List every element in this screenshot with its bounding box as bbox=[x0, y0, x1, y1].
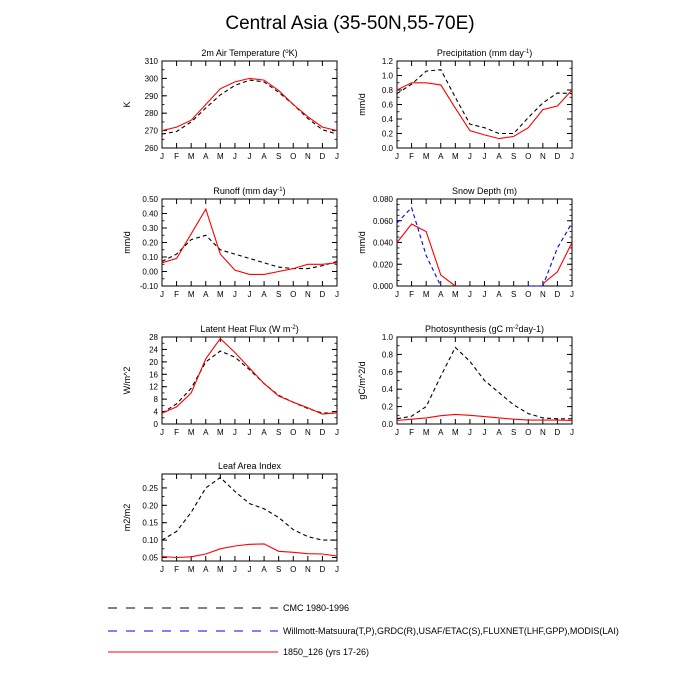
x-tick-label: J bbox=[160, 428, 164, 437]
y-tick-label: 28 bbox=[149, 333, 158, 342]
y-tick-label: 0.20 bbox=[142, 501, 158, 511]
legend bbox=[108, 603, 619, 657]
y-tick-label: 16 bbox=[149, 370, 158, 380]
x-tick-label: J bbox=[395, 290, 399, 299]
y-tick-label: 0.080 bbox=[372, 195, 393, 204]
y-tick-label: 0.25 bbox=[142, 483, 158, 493]
x-tick-label: A bbox=[203, 290, 209, 299]
x-tick-label: O bbox=[525, 428, 532, 437]
x-tick-label: A bbox=[203, 565, 209, 574]
panel-6 bbox=[357, 324, 574, 437]
plot-frame bbox=[162, 474, 337, 561]
panel-title: Leaf Area Index bbox=[217, 461, 282, 471]
x-tick-label: S bbox=[510, 152, 517, 161]
x-tick-label: N bbox=[539, 152, 546, 161]
x-tick-label: N bbox=[539, 290, 546, 299]
y-tick-label: 1.0 bbox=[381, 333, 393, 342]
y-tick-label: 0.8 bbox=[381, 350, 393, 360]
x-tick-label: A bbox=[203, 428, 209, 437]
y-tick-label: 260 bbox=[144, 144, 158, 153]
x-tick-label: J bbox=[335, 152, 339, 161]
panel-title: Latent Heat Flux (W $m^{-2}$) bbox=[200, 324, 299, 334]
y-axis-label: mm/d bbox=[357, 231, 367, 254]
x-tick-label: J bbox=[467, 290, 472, 299]
panel-1 bbox=[122, 48, 339, 161]
x-tick-label: M bbox=[216, 290, 224, 299]
y-tick-label: 0.8 bbox=[381, 86, 393, 95]
x-tick-label: M bbox=[187, 428, 195, 437]
y-tick-label: 310 bbox=[144, 57, 158, 66]
x-tick-label: J bbox=[335, 290, 339, 299]
x-tick-label: S bbox=[275, 152, 282, 161]
x-tick-label: S bbox=[275, 290, 282, 299]
series-line bbox=[162, 80, 337, 134]
y-axis-label: W/m^2 bbox=[122, 366, 132, 395]
x-tick-label: J bbox=[335, 565, 339, 574]
y-tick-label: 280 bbox=[144, 109, 158, 119]
series-line bbox=[162, 478, 337, 541]
y-tick-label: -0.10 bbox=[139, 282, 158, 291]
x-tick-label: J bbox=[482, 290, 487, 299]
x-tick-label: J bbox=[160, 565, 164, 574]
panel-4 bbox=[357, 186, 574, 299]
y-tick-label: 0.10 bbox=[142, 536, 158, 546]
x-tick-label: F bbox=[409, 428, 415, 437]
x-tick-label: F bbox=[174, 565, 180, 574]
y-tick-label: 0.040 bbox=[372, 238, 393, 248]
x-tick-label: A bbox=[203, 152, 209, 161]
y-tick-label: 1.0 bbox=[381, 71, 393, 81]
x-tick-label: F bbox=[174, 428, 180, 437]
x-tick-label: D bbox=[319, 428, 326, 437]
panel-3 bbox=[122, 186, 339, 299]
y-tick-label: 270 bbox=[144, 126, 158, 136]
y-tick-label: 12 bbox=[149, 382, 158, 392]
x-tick-label: D bbox=[319, 290, 326, 299]
x-tick-label: M bbox=[451, 428, 459, 437]
panel-title: Runoff (mm day$^{-1}$) bbox=[213, 186, 286, 196]
x-tick-label: M bbox=[216, 152, 224, 161]
series-line bbox=[397, 70, 572, 134]
x-tick-label: A bbox=[438, 428, 444, 437]
x-tick-label: A bbox=[261, 565, 267, 574]
series-line bbox=[397, 83, 572, 139]
x-tick-label: F bbox=[174, 290, 180, 299]
x-tick-label: O bbox=[525, 290, 532, 299]
y-tick-label: 0.4 bbox=[381, 115, 393, 124]
panel-5 bbox=[122, 324, 339, 437]
x-tick-label: S bbox=[510, 428, 517, 437]
panel-7 bbox=[122, 461, 339, 574]
x-tick-label: O bbox=[290, 428, 297, 437]
x-tick-label: A bbox=[261, 428, 267, 437]
x-tick-label: A bbox=[496, 290, 502, 299]
x-tick-label: M bbox=[451, 290, 459, 299]
y-tick-label: 300 bbox=[144, 74, 158, 84]
plot-frame bbox=[397, 199, 572, 286]
x-tick-label: M bbox=[422, 428, 430, 437]
x-tick-label: N bbox=[304, 152, 311, 161]
panels bbox=[122, 48, 574, 574]
x-tick-label: S bbox=[275, 428, 282, 437]
x-tick-label: J bbox=[232, 565, 237, 574]
x-tick-label: J bbox=[232, 152, 237, 161]
y-tick-label: 0.0 bbox=[381, 144, 393, 153]
plot-frame bbox=[162, 199, 337, 286]
panel-2 bbox=[357, 48, 574, 161]
x-tick-label: J bbox=[232, 290, 237, 299]
panel-title: 2m Air Temperature ($^o$K) bbox=[201, 48, 298, 58]
x-tick-label: J bbox=[247, 565, 252, 574]
series-line bbox=[397, 347, 572, 418]
y-axis-label: m2/m2 bbox=[122, 503, 132, 532]
x-tick-label: M bbox=[451, 152, 459, 161]
x-tick-label: M bbox=[422, 152, 430, 161]
x-tick-label: J bbox=[247, 152, 252, 161]
y-tick-label: 0.50 bbox=[142, 195, 158, 204]
y-axis-label: mm/d bbox=[357, 93, 367, 116]
x-tick-label: J bbox=[160, 290, 164, 299]
x-tick-label: A bbox=[261, 290, 267, 299]
x-tick-label: N bbox=[304, 565, 311, 574]
x-tick-label: J bbox=[570, 290, 574, 299]
series-line bbox=[162, 209, 337, 274]
x-tick-label: J bbox=[160, 152, 164, 161]
y-tick-label: 0.020 bbox=[372, 260, 393, 270]
x-tick-label: F bbox=[409, 152, 415, 161]
x-tick-label: N bbox=[304, 290, 311, 299]
x-tick-label: J bbox=[482, 152, 487, 161]
y-tick-label: 0.6 bbox=[381, 100, 393, 110]
series-line bbox=[162, 78, 337, 130]
x-tick-label: O bbox=[290, 565, 297, 574]
x-tick-label: O bbox=[525, 152, 532, 161]
x-tick-label: D bbox=[319, 152, 326, 161]
legend-label: CMC 1980-1996 bbox=[283, 603, 350, 613]
x-tick-label: J bbox=[570, 152, 574, 161]
y-tick-label: 0.2 bbox=[381, 129, 393, 139]
panel-title: Snow Depth (m) bbox=[451, 186, 518, 196]
y-tick-label: 0.20 bbox=[142, 238, 158, 248]
x-tick-label: F bbox=[409, 290, 415, 299]
main-title: Central Asia (35-50N,55-70E) bbox=[225, 13, 475, 34]
y-tick-label: 8 bbox=[153, 395, 158, 405]
y-tick-label: 0.00 bbox=[142, 267, 158, 277]
y-tick-label: 290 bbox=[144, 91, 158, 101]
x-tick-label: M bbox=[422, 290, 430, 299]
y-tick-label: 0.05 bbox=[142, 553, 158, 563]
x-tick-label: A bbox=[438, 152, 444, 161]
series-line bbox=[162, 339, 337, 415]
x-tick-label: J bbox=[467, 428, 472, 437]
y-tick-label: 24 bbox=[149, 345, 158, 355]
x-tick-label: D bbox=[554, 428, 561, 437]
series-line bbox=[162, 544, 337, 558]
x-tick-label: A bbox=[496, 428, 502, 437]
x-tick-label: J bbox=[482, 428, 487, 437]
x-tick-label: M bbox=[187, 565, 195, 574]
x-tick-label: A bbox=[496, 152, 502, 161]
x-tick-label: J bbox=[570, 428, 574, 437]
y-tick-label: 0.0 bbox=[381, 420, 393, 429]
y-tick-label: 0.4 bbox=[381, 385, 393, 395]
plot-frame bbox=[162, 61, 337, 148]
y-tick-label: 0.40 bbox=[142, 209, 158, 219]
x-tick-label: D bbox=[554, 152, 561, 161]
x-tick-label: J bbox=[467, 152, 472, 161]
x-tick-label: O bbox=[290, 290, 297, 299]
x-tick-label: M bbox=[216, 428, 224, 437]
y-tick-label: 0.10 bbox=[142, 253, 158, 262]
series-line bbox=[397, 208, 572, 286]
y-tick-label: 0 bbox=[153, 420, 158, 429]
x-tick-label: J bbox=[335, 428, 339, 437]
x-tick-label: S bbox=[275, 565, 282, 574]
x-tick-label: M bbox=[187, 152, 195, 161]
y-tick-label: 0.6 bbox=[381, 367, 393, 377]
legend-label: Willmott-Matsuura(T,P),GRDC(R),USAF/ETAC(S),FLUXNET(LHF,GPP),MODIS(LAI) bbox=[283, 626, 619, 636]
x-tick-label: J bbox=[395, 428, 399, 437]
y-tick-label: 0.30 bbox=[142, 224, 158, 233]
y-tick-label: 0.060 bbox=[372, 216, 393, 226]
x-tick-label: M bbox=[187, 290, 195, 299]
y-tick-label: 1.2 bbox=[381, 57, 393, 66]
x-tick-label: S bbox=[510, 290, 517, 299]
x-tick-label: N bbox=[539, 428, 546, 437]
y-axis-label: K bbox=[122, 101, 132, 108]
y-tick-label: 20 bbox=[149, 357, 158, 367]
x-tick-label: D bbox=[554, 290, 561, 299]
y-tick-label: 0.2 bbox=[381, 402, 393, 412]
y-tick-label: 0.000 bbox=[372, 282, 393, 291]
x-tick-label: O bbox=[290, 152, 297, 161]
x-tick-label: A bbox=[261, 152, 267, 161]
series-line bbox=[397, 224, 572, 286]
x-tick-label: J bbox=[232, 428, 237, 437]
y-axis-label: gC/m^2/d bbox=[357, 361, 367, 400]
panel-title: Photosynthesis (gC $m^{-2}day-1$) bbox=[425, 324, 544, 334]
x-tick-label: A bbox=[438, 290, 444, 299]
x-tick-label: J bbox=[395, 152, 399, 161]
x-tick-label: F bbox=[174, 152, 180, 161]
legend-label: 1850_126 (yrs 17-26) bbox=[283, 647, 370, 657]
y-axis-label: mm/d bbox=[122, 231, 132, 254]
x-tick-label: J bbox=[247, 428, 252, 437]
x-tick-label: M bbox=[216, 565, 224, 574]
y-tick-label: 0.15 bbox=[142, 518, 158, 528]
y-tick-label: 4 bbox=[153, 407, 158, 417]
x-tick-label: D bbox=[319, 565, 326, 574]
x-tick-label: N bbox=[304, 428, 311, 437]
series-line bbox=[162, 235, 337, 268]
series-line bbox=[162, 351, 337, 413]
x-tick-label: J bbox=[247, 290, 252, 299]
panel-title: Precipitation (mm day$^{-1}$) bbox=[436, 48, 533, 58]
plot-frame bbox=[162, 337, 337, 424]
